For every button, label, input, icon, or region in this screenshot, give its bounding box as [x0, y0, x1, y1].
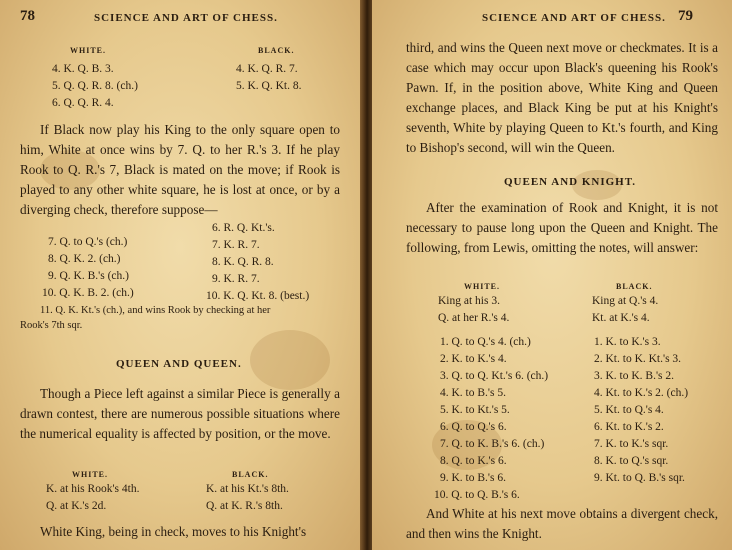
paragraph: After the examination of Rook and Knight, it is not necessary to pause long upon the Queen and Knight. The following, from Lewis, omitting the notes, will answer: — [406, 200, 718, 255]
position-line: Kt. at K.'s 4. — [592, 312, 650, 324]
white-column-head: WHITE. — [464, 282, 501, 291]
left-page — [0, 0, 360, 550]
move-line: 9. K. to B.'s 6. — [440, 472, 506, 484]
black-column-head: BLACK. — [616, 282, 653, 291]
page-number: 78 — [20, 8, 35, 24]
position-line: King at Q.'s 4. — [592, 295, 659, 307]
running-head: SCIENCE AND ART OF CHESS. — [482, 12, 666, 24]
move-line: 10. K. Q. Kt. 8. (best.) — [206, 290, 310, 302]
move-line: Rook's 7th sqr. — [20, 320, 83, 331]
page-number: 79 — [678, 8, 693, 24]
move-line: 4. K. Q. R. 7. — [236, 63, 298, 75]
paragraph: If Black now play his King to the only square open to him, White at once wins by 7. Q. to her R.'s 3. If he play Rook to Q. R.'s 7, Black is mated on the move; if Rook is played to any other white square, he is lost at once, or by a diverging check, therefore suppose— — [20, 122, 340, 217]
move-line: 5. K. Q. Kt. 8. — [236, 80, 302, 92]
position-line: Q. at her R.'s 4. — [438, 312, 510, 324]
position-line: King at his 3. — [438, 295, 500, 307]
move-line: 3. K. to K. B.'s 2. — [594, 370, 675, 382]
white-column-head: WHITE. — [70, 46, 107, 55]
move-line: 6. R. Q. Kt.'s. — [212, 222, 275, 234]
move-line: 1. Q. to Q.'s 4. (ch.) — [440, 336, 531, 348]
move-line: 3. Q. to Q. Kt.'s 6. (ch.) — [440, 370, 549, 382]
move-line: 7. Q. to Q.'s (ch.) — [48, 236, 128, 248]
paragraph: third, and wins the Queen next move or checkmates. It is a case which may occur upon Black's queening his Rook's Pawn. If, in the position above, White King and Queen exchange places, and Black King be put at his Knight's seventh, White by playing Queen to Kt.'s fourth, and King to Bishop's second, will win the Queen. — [406, 40, 718, 155]
move-line: 10. Q. K. B. 2. (ch.) — [42, 287, 134, 299]
move-line: 2. K. to K.'s 4. — [440, 353, 507, 365]
section-title: QUEEN AND KNIGHT. — [504, 176, 637, 188]
move-line: 7. K. R. 7. — [212, 239, 260, 251]
move-line: 9. Kt. to Q. B.'s sqr. — [594, 472, 685, 484]
paragraph: White King, being in check, moves to his Knight's — [40, 524, 307, 539]
white-column-head: WHITE. — [72, 470, 109, 479]
move-line: 9. K. R. 7. — [212, 273, 260, 285]
position-line: K. at his Kt.'s 8th. — [206, 483, 289, 495]
move-line: 5. K. to Kt.'s 5. — [440, 404, 510, 416]
black-column-head: BLACK. — [232, 470, 269, 479]
running-head: SCIENCE AND ART OF CHESS. — [94, 12, 278, 24]
paragraph: Though a Piece left against a similar Piece is generally a drawn contest, there are numerous possible situations where the numerical equality is affected by position, or the move. — [20, 386, 340, 441]
move-line: 1. K. to K.'s 3. — [594, 336, 661, 348]
position-line: Q. at K. R.'s 8th. — [206, 500, 283, 512]
right-page — [372, 0, 732, 550]
move-line: 4. K. Q. B. 3. — [52, 63, 114, 75]
move-line: 9. Q. K. B.'s (ch.) — [48, 270, 129, 282]
position-line: K. at his Rook's 4th. — [46, 483, 140, 495]
move-line: 6. Q. Q. R. 4. — [52, 97, 114, 109]
move-line: 8. Q. K. 2. (ch.) — [48, 253, 121, 265]
paragraph: And White at his next move obtains a divergent check, and then wins the Knight. — [406, 506, 718, 541]
black-column-head: BLACK. — [258, 46, 295, 55]
move-line: 8. Q. to K.'s 6. — [440, 455, 507, 467]
move-line: 4. K. to B.'s 5. — [440, 387, 506, 399]
section-title: QUEEN AND QUEEN. — [116, 358, 242, 370]
move-line: 10. Q. to Q. B.'s 6. — [434, 489, 520, 501]
move-line: 6. Q. to Q.'s 6. — [440, 421, 507, 433]
move-line: 7. Q. to K. B.'s 6. (ch.) — [440, 438, 545, 450]
move-line: 2. Kt. to K. Kt.'s 3. — [594, 353, 682, 365]
move-line: 5. Q. Q. R. 8. (ch.) — [52, 80, 138, 92]
move-line: 8. K. Q. R. 8. — [212, 256, 274, 268]
position-line: Q. at K.'s 2d. — [46, 500, 107, 512]
move-line: 4. Kt. to K.'s 2. (ch.) — [594, 387, 689, 399]
move-line: 11. Q. K. Kt.'s (ch.), and wins Rook by checking at her — [40, 305, 271, 316]
move-line: 6. Kt. to K.'s 2. — [594, 421, 664, 433]
move-line: 5. Kt. to Q.'s 4. — [594, 404, 664, 416]
move-line: 8. K. to Q.'s sqr. — [594, 455, 669, 467]
move-line: 7. K. to K.'s sqr. — [594, 438, 669, 450]
